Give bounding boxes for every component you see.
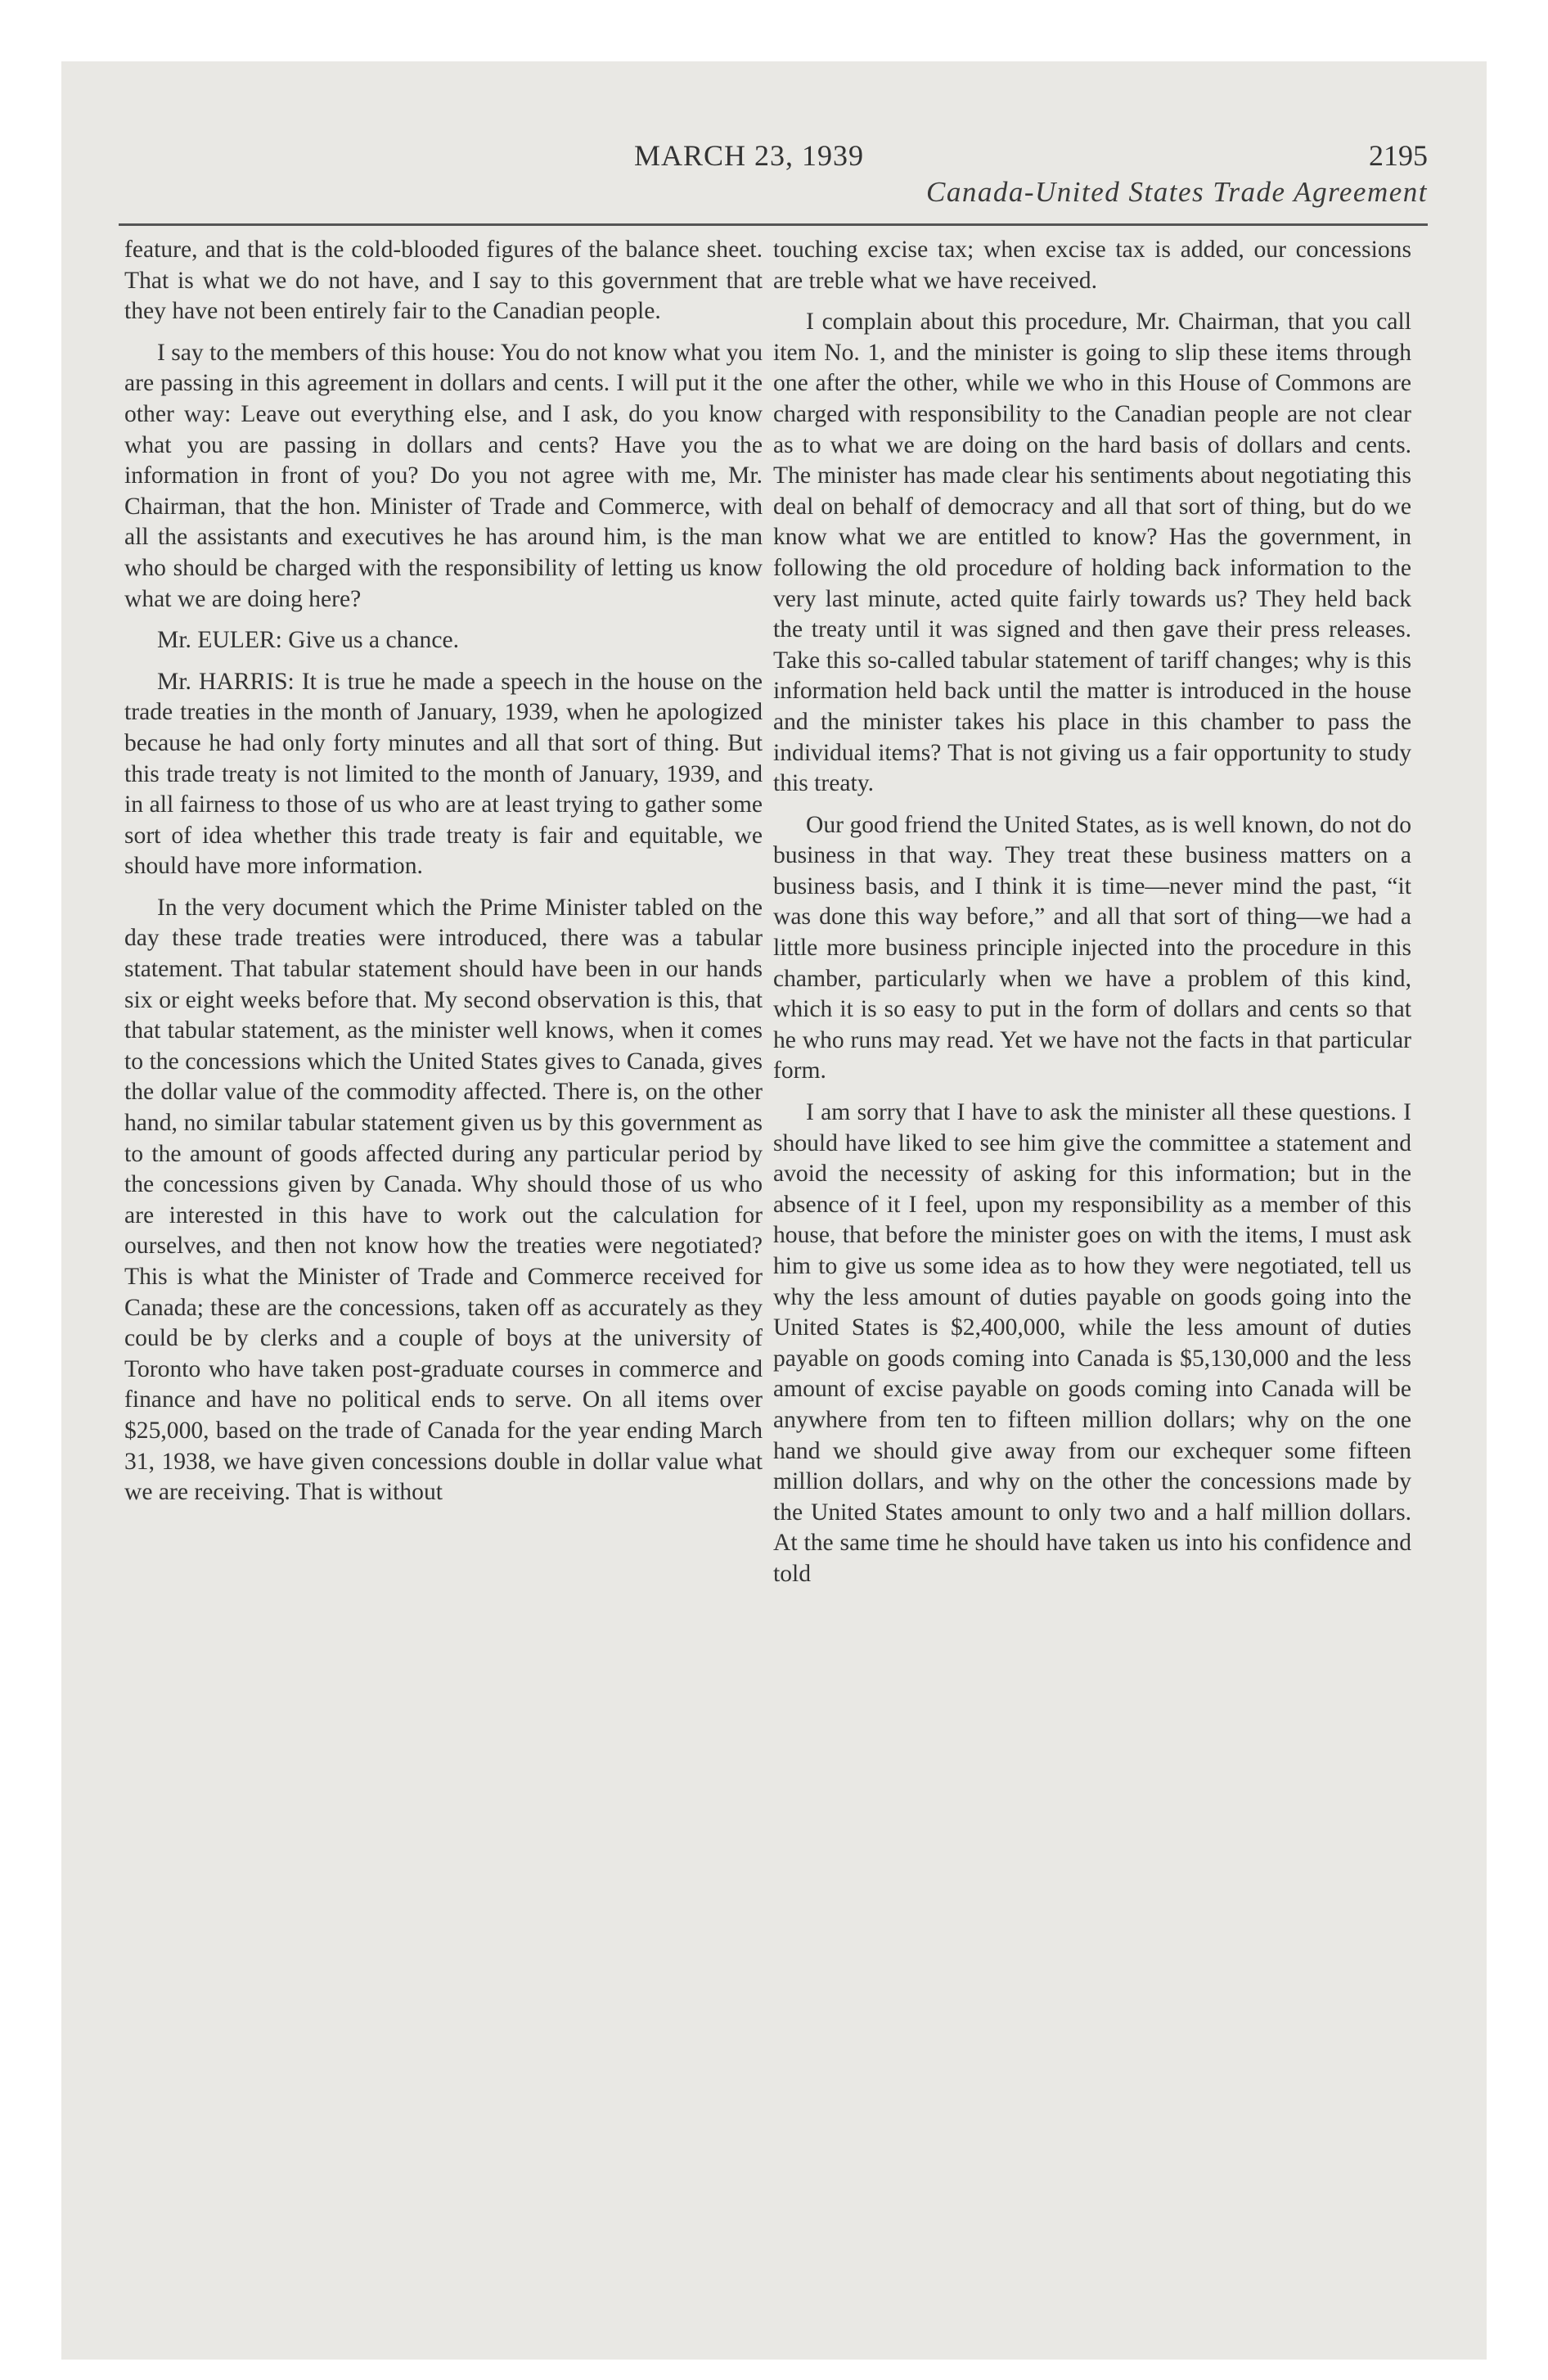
header-rule [119,223,1428,226]
paragraph: Our good friend the United States, as is well known, do not do business in that way. They treat these business matters on a business basis, and I think it is time—never mind the past, “it was done this way before,” and all that sort of thing—we had a little more business principle injected into the procedure in this chamber, particularly when we have a problem of this kind, which it is so easy to put in the form of dollars and cents so that he who runs may read. Yet we have not the facts in that particular form. [773,811,1411,1084]
page [61,61,1487,2360]
paragraph: feature, and that is the cold-blooded figures of the balance sheet. That is what we do not have, and I say to this government that they have not been entirely fair to the Canadian people. [124,237,763,325]
paragraph: I say to the members of this house: You do not know what you are passing in this agreement in dollars and cents. I will put it the other way: Leave out everything else, and I ask, do you know what you are passing in dollars and cents? Have you the information in front of you? Do you not agree with me, Mr. Chairman, that the hon. Minister of Trade and Commerce, with all the assistants and executives he has around him, is the man who should be charged with the responsibility of letting us know what we are doing here? [124,339,763,612]
paragraph: I am sorry that I have to ask the minister all these questions. I should have liked to see him give the committee a statement and avoid the necessity of asking for this information; but in the absence of it I feel, upon my responsibility as a member of this house, that before the minister goes on with the items, I must ask him to give us some idea as to how they were negotiated, tell us why the less amount of duties payable on goods going into the United States is $2,400,000, while the less amount of duties payable on goods coming into Canada is $5,130,000 and the less amount of excise payable on goods coming into Canada will be anywhere from ten to fifteen million dollars; why on the one hand we should give away from our exchequer some fifteen million dollars, and why on the other the concessions made by the United States amount to only two and a half million dollars. At the same time he should have taken us into his confidence and told [773,1099,1411,1587]
paragraph: touching excise tax; when excise tax is added, our concessions are treble what we have received. [773,237,1411,294]
page-number: 2195 [1369,139,1428,172]
paragraph: In the very document which the Prime Minister tabled on the day these trade treaties were introduced, there was a tabular statement. That tabular statement should have been in our hands six or eight weeks before that. My second observation is this, that that tabular statement, as the minister well knows, when it comes to the concessions which the United States gives to Canada, gives the dollar value of the commodity affected. There is, on the other hand, no similar tabular statement given us by this government as to the amount of goods affected during any particular period by the concessions given by Canada. Why should those of us who are interested in this have to work out the calculation for ourselves, and then not know how the treaties were negotiated? This is what the Minister of Trade and Commerce received for Canada; these are the concessions, taken off as accurately as they could be by clerks and a couple of boys at the university of Toronto who have taken post-graduate courses in commerce and finance and have no political ends to serve. On all items over $25,000, based on the trade of Canada for the year ending March 31, 1938, we have given concessions double in dollar value what we are receiving. That is without [124,894,763,1506]
paragraph: Mr. EULER: Give us a chance. [157,627,459,654]
paragraph: I complain about this procedure, Mr. Chairman, that you call item No. 1, and the minister is going to slip these items through one after the other, while we who in this House of Commons are charged with responsibility to the Canadian people are not clear as to what we are doing on the hard basis of dollars and cents. The minister has made clear his sentiments about negotiating this deal on behalf of democracy and all that sort of thing, but do we know what we are entitled to know? Has the government, in following the old procedure of holding back information to the very last minute, acted quite fairly towards us? They held back the treaty until it was signed and then gave their press releases. Take this so-called tabular statement of tariff changes; why is this information held back until the matter is introduced in the house and the minister takes his place in this chamber to pass the individual items? That is not giving us a fair opportunity to study this treaty. [773,309,1411,797]
paragraph: Mr. HARRIS: It is true he made a speech in the house on the trade treaties in the month of January, 1939, when he apologized because he had only forty minutes and all that sort of thing. But this trade treaty is not limited to the month of January, 1939, and in all fairness to those of us who are at least trying to gather some sort of idea whether this trade treaty is fair and equitable, we should have more information. [124,668,763,880]
left-column [124,235,763,1508]
header-date: MARCH 23, 1939 [634,139,865,172]
header-subtitle: Canada-United States Trade Agreement [926,176,1428,208]
right-column [773,235,1411,1590]
running-head [61,61,1487,241]
